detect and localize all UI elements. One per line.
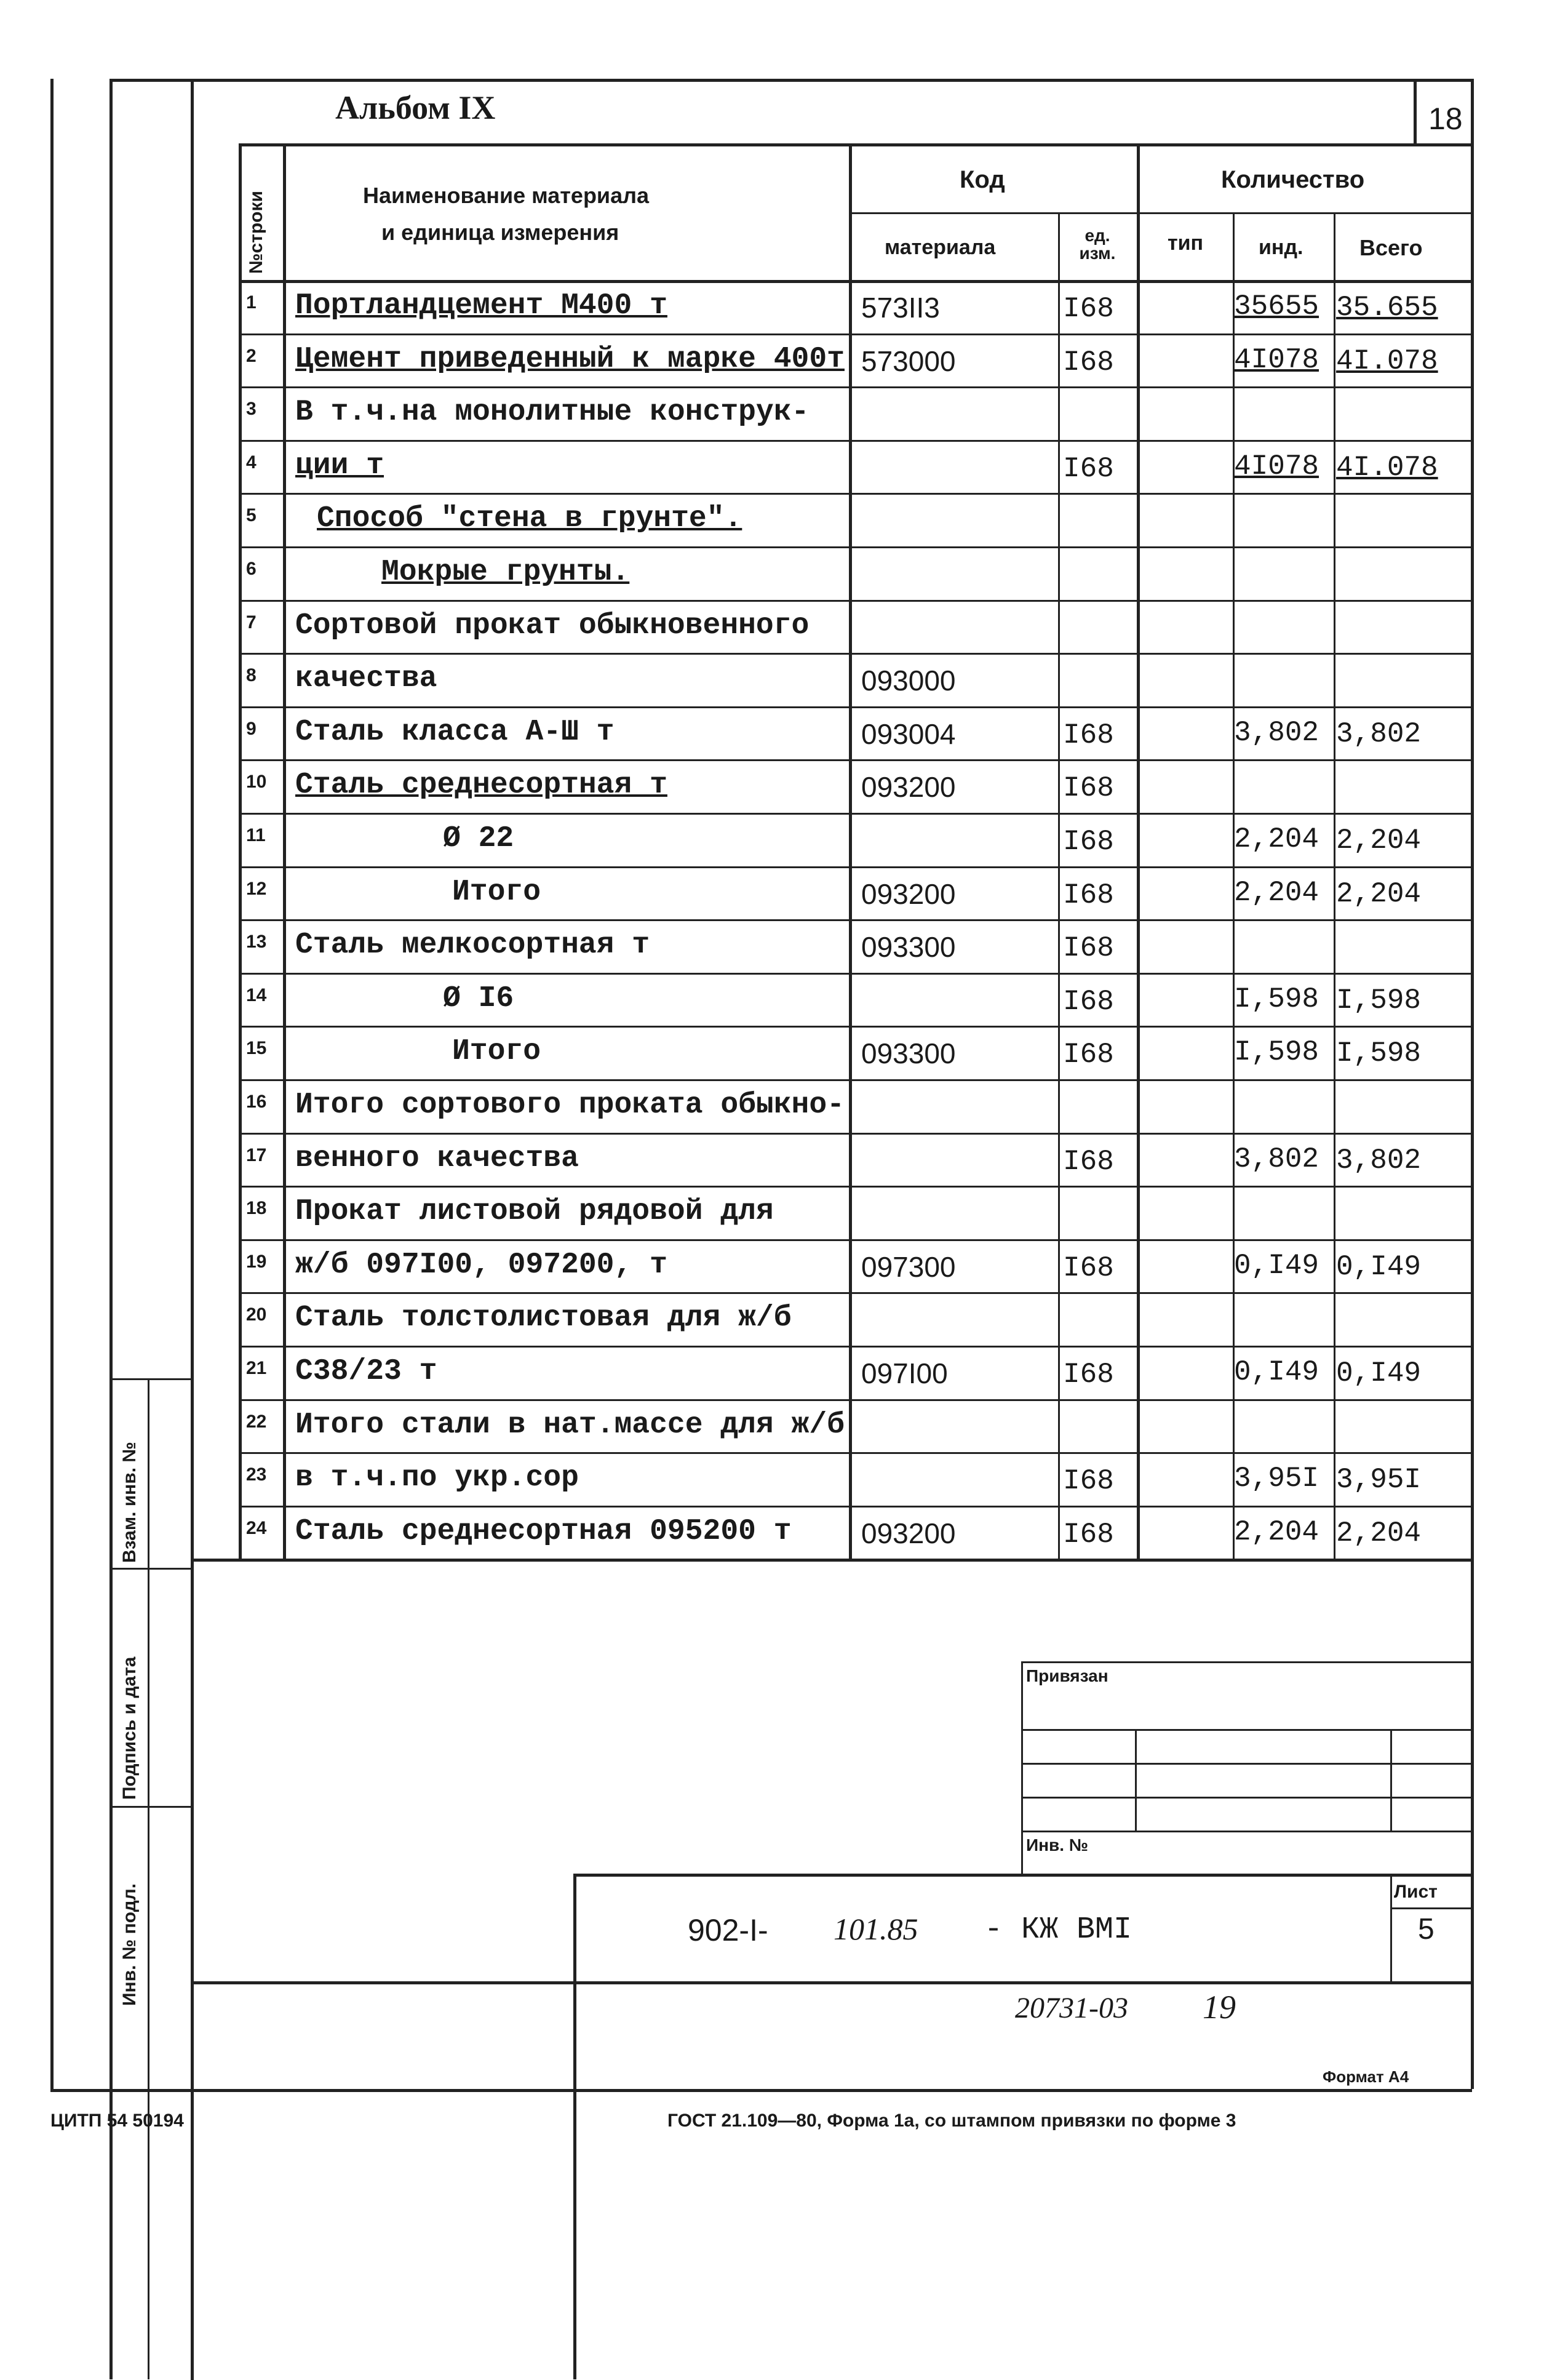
col-line-total-left — [1334, 212, 1335, 1559]
row-number: 13 — [246, 932, 267, 952]
row-unit: I68 — [1063, 932, 1114, 964]
header-code-material: материала — [885, 236, 996, 259]
side-label-replace-inv: Взам. инв. № — [119, 1442, 140, 1563]
row-total: 2,204 — [1336, 1517, 1422, 1549]
row-number: 18 — [246, 1198, 267, 1218]
row-unit: I68 — [1063, 1359, 1114, 1391]
row-unit: I68 — [1063, 453, 1114, 485]
row-name: Ø I6 — [443, 982, 514, 1015]
row-name: Способ "стена в грунте". — [317, 502, 742, 535]
header-code-unit: ед. изм. — [1079, 226, 1116, 263]
row-separator — [239, 973, 1471, 975]
row-name: Итого — [452, 876, 541, 909]
row-name: качества — [295, 662, 437, 695]
bound-line-2 — [1021, 1763, 1471, 1765]
row-number: 12 — [246, 879, 267, 899]
row-code: 097300 — [861, 1251, 956, 1283]
header-qty-type: тип — [1168, 231, 1204, 255]
row-name: ции т — [295, 449, 384, 482]
row-separator — [239, 813, 1471, 815]
sheet-box-left — [1390, 1874, 1392, 1981]
row-total: 2,204 — [1336, 878, 1422, 910]
bound-line-1 — [1021, 1729, 1471, 1731]
title-block-bottom — [191, 1981, 1471, 1984]
row-number: 4 — [246, 452, 257, 473]
row-name: Сталь толстолистовая для ж/б — [295, 1301, 792, 1335]
row-unit: I68 — [1063, 1519, 1114, 1551]
row-ind: 3,802 — [1234, 1143, 1319, 1175]
row-name: Итого сортового проката обыкно- — [295, 1088, 845, 1122]
col-line-rownum-left — [239, 143, 242, 1559]
handwritten-page: 19 — [1203, 1989, 1236, 2026]
row-unit: I68 — [1063, 826, 1114, 858]
row-number: 15 — [246, 1038, 267, 1058]
row-separator — [239, 1026, 1471, 1028]
header-name-line1: Наименование материала — [363, 183, 649, 208]
row-number: 24 — [246, 1518, 267, 1538]
row-total: 2,204 — [1336, 825, 1422, 857]
row-ind: 35655 — [1234, 290, 1319, 322]
header-row-number: №строки — [246, 191, 266, 274]
row-separator — [239, 653, 1471, 655]
row-separator — [239, 1079, 1471, 1081]
col-line-code-left — [849, 143, 852, 1559]
row-name: Итого стали в нат.массе для ж/б — [295, 1408, 845, 1442]
row-number: 21 — [246, 1358, 267, 1378]
row-separator — [239, 1239, 1471, 1241]
row-name: Сталь среднесортная т — [295, 769, 667, 802]
row-separator — [239, 919, 1471, 921]
row-code: 097I00 — [861, 1357, 948, 1389]
row-unit: I68 — [1063, 1146, 1114, 1178]
row-name: ж/б 097I00, 097200, т — [295, 1248, 667, 1282]
side-label-inv-no-orig: Инв. № подл. — [119, 1883, 140, 2006]
row-name: В т.ч.на монолитные конструк- — [295, 396, 810, 429]
album-title: Альбом IX — [335, 89, 496, 126]
row-code: 093200 — [861, 771, 956, 803]
row-name: Прокат листовой рядовой для — [295, 1195, 774, 1228]
row-ind: 2,204 — [1234, 1516, 1319, 1548]
page-number: 18 — [1428, 102, 1463, 136]
row-code: 573II3 — [861, 292, 940, 324]
row-total: 0,I49 — [1336, 1251, 1422, 1283]
row-separator — [239, 386, 1471, 388]
row-separator — [239, 1399, 1471, 1401]
header-bottom-line — [239, 280, 1471, 283]
sheet-number: 5 — [1418, 1913, 1435, 1946]
header-qty-total: Всего — [1359, 235, 1423, 260]
inv-no-label: Инв. № — [1026, 1835, 1089, 1855]
frame-far-left-border — [50, 79, 54, 2089]
row-separator — [239, 1346, 1471, 1348]
doc-handwritten-number: 101.85 — [834, 1912, 918, 1946]
row-number: 23 — [246, 1464, 267, 1485]
row-separator — [239, 493, 1471, 495]
row-ind: 3,802 — [1234, 717, 1319, 749]
row-name: Сталь мелкосортная т — [295, 928, 650, 962]
inner-left-border — [191, 79, 194, 2380]
row-separator — [239, 440, 1471, 442]
table-top-line — [239, 143, 1471, 146]
row-total: 35.655 — [1336, 292, 1438, 324]
row-ind: 4I078 — [1234, 344, 1319, 376]
row-total: I,598 — [1336, 984, 1422, 1016]
row-separator — [239, 1506, 1471, 1507]
row-name: Сталь среднесортная 095200 т — [295, 1515, 792, 1548]
footer-format: Формат А4 — [1323, 2067, 1409, 2086]
row-number: 6 — [246, 559, 257, 579]
header-name-line2: и единица измерения — [381, 220, 619, 245]
row-unit: I68 — [1063, 986, 1114, 1018]
row-separator — [239, 1292, 1471, 1294]
title-block-left — [573, 1874, 576, 2379]
footer-left: ЦИТП 54 50194 — [50, 2110, 184, 2131]
row-ind: 0,I49 — [1234, 1356, 1319, 1388]
side-stamp-sep2 — [109, 1806, 191, 1808]
row-total: 3,802 — [1336, 1144, 1422, 1176]
row-number: 7 — [246, 612, 257, 633]
bound-stamp-top — [1021, 1661, 1471, 1663]
row-unit: I68 — [1063, 1039, 1114, 1071]
row-number: 14 — [246, 985, 267, 1005]
row-name: Ø 22 — [443, 822, 514, 855]
row-number: 19 — [246, 1252, 267, 1272]
row-name: в т.ч.по укр.сор — [295, 1461, 579, 1495]
table-bottom-line — [191, 1559, 1471, 1562]
doc-prefix: 902-I- — [688, 1913, 768, 1947]
sheet-box-sep — [1390, 1907, 1471, 1909]
row-number: 17 — [246, 1145, 267, 1165]
row-unit: I68 — [1063, 1252, 1114, 1284]
footer-gost: ГОСТ 21.109—80, Форма 1а, со штампом привязки по форме 3 — [667, 2110, 1236, 2131]
handwritten-code: 20731-03 — [1015, 1992, 1128, 2024]
frame-bottom-border — [50, 2089, 1472, 2092]
row-ind: 0,I49 — [1234, 1250, 1319, 1282]
row-separator — [239, 333, 1471, 335]
bound-line-4 — [1021, 1831, 1471, 1832]
bound-line-3 — [1021, 1797, 1471, 1799]
row-number: 5 — [246, 505, 257, 525]
row-number: 3 — [246, 399, 257, 419]
row-number: 2 — [246, 346, 257, 366]
header-code: Код — [960, 166, 1005, 193]
title-block-top — [573, 1874, 1471, 1877]
sheet-label: Лист — [1394, 1882, 1438, 1902]
row-unit: I68 — [1063, 719, 1114, 751]
row-number: 20 — [246, 1304, 267, 1325]
bound-stamp-left — [1021, 1661, 1023, 1874]
side-stamp-top — [109, 1378, 191, 1380]
row-ind: I,598 — [1234, 983, 1319, 1015]
row-code: 093000 — [861, 665, 956, 697]
row-unit: I68 — [1063, 346, 1114, 378]
row-number: 1 — [246, 292, 257, 313]
row-total: 0,I49 — [1336, 1357, 1422, 1389]
row-number: 9 — [246, 719, 257, 739]
side-stamp-sep1 — [109, 1568, 191, 1570]
row-total: 3,95I — [1336, 1464, 1422, 1496]
row-separator — [239, 1133, 1471, 1135]
side-stamp-inner-line — [148, 1378, 149, 2379]
row-name: Портландцемент М400 т — [295, 289, 667, 322]
row-total: 4I.078 — [1336, 345, 1438, 377]
row-number: 16 — [246, 1092, 267, 1112]
row-total: I,598 — [1336, 1037, 1422, 1069]
row-total: 3,802 — [1336, 718, 1422, 750]
row-name: Мокрые грунты. — [381, 556, 630, 589]
frame-top-border — [109, 79, 1472, 82]
frame-right-border — [1471, 79, 1474, 2060]
bound-col-2 — [1390, 1729, 1392, 1831]
row-ind: I,598 — [1234, 1036, 1319, 1068]
row-code: 093200 — [861, 878, 956, 910]
row-code: 093200 — [861, 1517, 956, 1549]
header-quantity: Количество — [1221, 166, 1365, 193]
row-number: 10 — [246, 772, 267, 792]
row-unit: I68 — [1063, 1465, 1114, 1497]
row-ind: 2,204 — [1234, 823, 1319, 855]
row-code: 573000 — [861, 345, 956, 377]
row-name: Итого — [452, 1035, 541, 1068]
col-line-name-left — [283, 143, 286, 1559]
row-total: 4I.078 — [1336, 452, 1438, 484]
row-separator — [239, 866, 1471, 868]
col-line-unit-left — [1058, 212, 1060, 1559]
row-separator — [239, 600, 1471, 602]
page-number-box-left — [1414, 79, 1417, 145]
row-unit: I68 — [1063, 879, 1114, 911]
col-line-qty-left — [1137, 143, 1140, 1559]
row-separator — [239, 1186, 1471, 1188]
row-ind: 2,204 — [1234, 877, 1319, 909]
row-name: Цемент приведенный к марке 400т — [295, 343, 845, 376]
row-ind: 3,95I — [1234, 1463, 1319, 1495]
frame-far-right-border — [1471, 1981, 1474, 2089]
row-separator — [239, 1452, 1471, 1454]
row-separator — [239, 546, 1471, 548]
row-number: 22 — [246, 1412, 267, 1432]
row-ind: 4I078 — [1234, 450, 1319, 482]
row-name: Сортовой прокат обыкновенного — [295, 609, 810, 642]
side-stamp-left-line — [109, 1378, 113, 2379]
row-number: 11 — [246, 825, 266, 845]
row-name: Сталь класса А-Ш т — [295, 716, 615, 749]
row-code: 093004 — [861, 718, 956, 750]
row-name: С38/23 т — [295, 1355, 437, 1388]
row-number: 8 — [246, 665, 257, 685]
row-unit: I68 — [1063, 293, 1114, 325]
row-separator — [239, 759, 1471, 761]
bound-col-1 — [1135, 1729, 1137, 1831]
row-name: венного качества — [295, 1142, 579, 1175]
header-sub-line — [849, 212, 1471, 214]
bound-label: Привязан — [1026, 1666, 1108, 1685]
header-qty-ind: инд. — [1259, 236, 1303, 259]
row-unit: I68 — [1063, 772, 1114, 804]
row-separator — [239, 706, 1471, 708]
side-label-sign-date: Подпись и дата — [119, 1656, 140, 1800]
doc-suffix: - КЖ ВМI — [984, 1912, 1132, 1947]
row-code: 093300 — [861, 931, 956, 963]
row-code: 093300 — [861, 1037, 956, 1069]
